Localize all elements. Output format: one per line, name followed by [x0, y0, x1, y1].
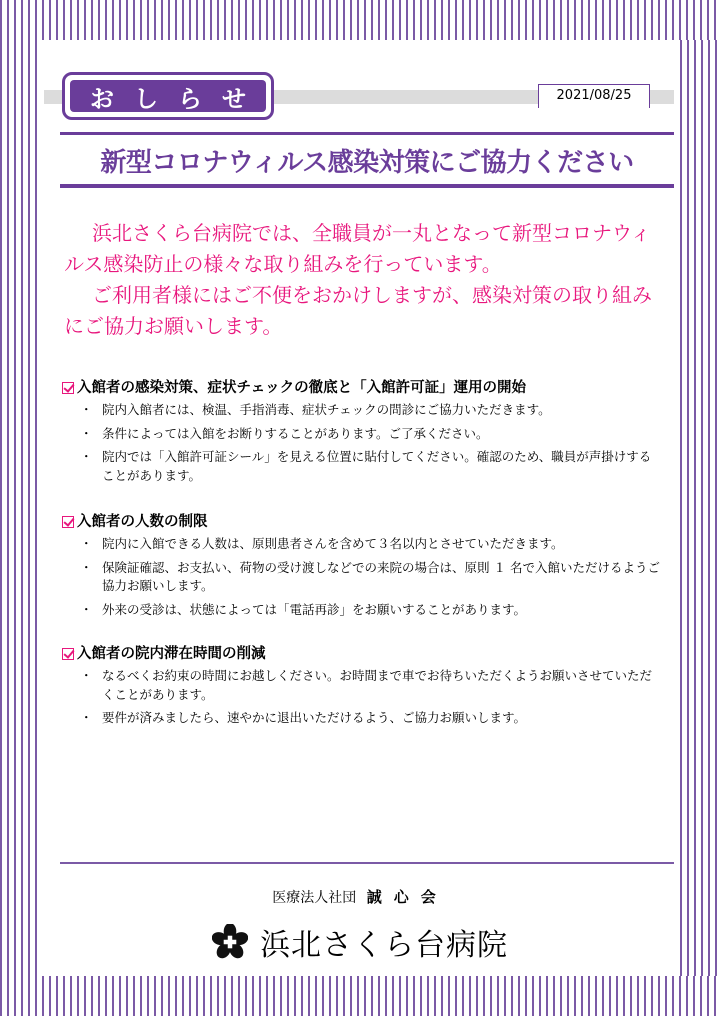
headline-rule-bottom	[60, 184, 674, 188]
section-title: 入館者の人数の制限	[77, 514, 208, 530]
section-heading	[62, 512, 660, 532]
section-visitor-limit	[62, 512, 660, 624]
list-item: ・ 保険証確認、お支払い、荷物の受け渡しなどでの来院の場合は、原則 １ 名で入館いただけるようご協力お願いします。	[80, 559, 660, 593]
list-item: ・ 院内に入館できる人数は、原則患者さんを含めて３名以内とさせていただきます。	[80, 536, 564, 551]
border-stripe-top	[0, 0, 720, 40]
section-infection-check	[62, 378, 660, 490]
border-stripe-bottom	[0, 976, 720, 1016]
list-item: ・ 要件が済みましたら、速やかに退出いただけるよう、ご協力お願いします。	[80, 710, 527, 725]
corporation-name	[40, 886, 680, 907]
corporation-prefix: 医療法人社団	[272, 890, 357, 906]
border-stripe-right	[680, 0, 720, 1016]
hospital-signature	[40, 920, 680, 964]
list-item: ・ 外来の受診は、状態によっては「電話再診」をお願いすることがあります。	[80, 601, 527, 617]
section-title: 入館者の感染対策、症状チェックの徹底と「入館許可証」運用の開始	[77, 380, 527, 396]
checkbox-checked-icon	[62, 382, 74, 394]
corporation-title: 誠心会	[366, 888, 448, 906]
sakura-cross-logo-icon	[212, 924, 248, 960]
border-stripe-left	[0, 0, 40, 1016]
intro-paragraph: ご利用者様にはご不便をおかけしますが、感染対策の取り組みにご協力お願いします。	[64, 283, 652, 338]
notice-char: ら	[178, 84, 202, 113]
hospital-name: 浜北さくら台病院	[260, 928, 508, 963]
list-item: ・ 院内では「入館許可証シール」を見える位置に貼付してください。確認のため、職員が声掛けすることがあります。	[80, 449, 652, 483]
checkbox-checked-icon	[62, 516, 74, 528]
intro-text	[64, 218, 656, 342]
notice-label-box	[62, 72, 274, 120]
notice-char: し	[134, 84, 158, 113]
intro-paragraph: 浜北さくら台病院では、全職員が一丸となって新型コロナウィルス感染防止の様々な取り組みを行っています。	[64, 221, 651, 276]
checkbox-checked-icon	[62, 648, 74, 660]
notice-char: せ	[222, 84, 246, 113]
notice-char: お	[90, 84, 114, 113]
notice-label	[70, 80, 266, 112]
section-stay-time	[62, 644, 660, 733]
section-heading	[62, 378, 660, 398]
bullet-list	[62, 401, 660, 485]
list-item: ・ 院内入館者には、検温、手指消毒、症状チェックの問診にご協力いただきます。	[80, 402, 551, 417]
notice-sheet	[40, 40, 680, 976]
headline: 新型コロナウィルス感染対策にご協力ください	[100, 148, 634, 178]
headline-rule-top	[60, 132, 674, 135]
section-title: 入館者の院内滞在時間の削減	[77, 646, 266, 662]
date-tab: 2021/08/25	[538, 84, 650, 108]
footer-rule	[60, 862, 674, 864]
bullet-list	[62, 667, 660, 728]
bullet-list	[62, 535, 660, 619]
list-item: ・ 条件によっては入館をお断りすることがあります。ご了承ください。	[80, 425, 489, 441]
section-heading	[62, 644, 660, 664]
list-item: ・ なるべくお約束の時間にお越しください。お時間まで車でお待ちいただくようお願いさせていただくことがあります。	[80, 668, 653, 702]
